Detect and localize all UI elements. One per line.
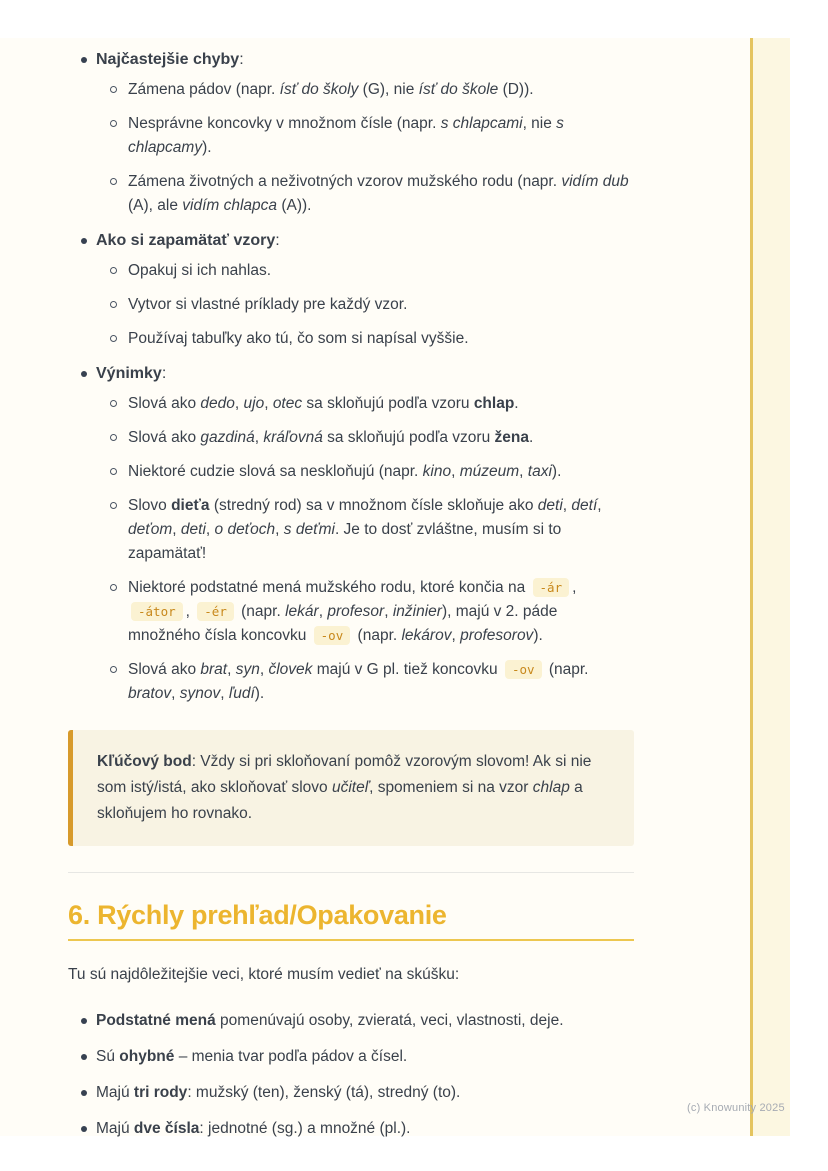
outline-item (68, 362, 634, 706)
summary-list (68, 1009, 634, 1141)
italic-text: deti (537, 497, 563, 514)
outline-subitem (68, 78, 634, 102)
text-segment: (napr. (544, 661, 589, 678)
italic-text: kráľovná (263, 429, 323, 446)
bullet-icon (81, 371, 87, 377)
outline-item-title (68, 48, 634, 72)
bullet-icon (81, 57, 87, 63)
summary-item (68, 1045, 634, 1069)
text-segment: Majú (96, 1120, 134, 1137)
text-segment: : jednotné (sg.) a množné (pl.). (199, 1120, 411, 1137)
italic-text: vidím dub (561, 173, 629, 190)
italic-text: kino (422, 463, 452, 480)
italic-text: človek (268, 661, 313, 678)
text-segment: majú v G pl. tiež koncovku (312, 661, 502, 678)
italic-text: deťom (128, 521, 173, 538)
text-segment: ). (254, 685, 265, 702)
summary-item-text (96, 1012, 564, 1029)
text-segment: , (171, 685, 180, 702)
text-segment: (napr. (353, 627, 402, 644)
italic-text: syn (235, 661, 260, 678)
outline-subitem (68, 327, 634, 351)
text-segment: , (562, 497, 572, 514)
circle-bullet-icon (110, 120, 117, 127)
code-chip: -ov (505, 660, 542, 679)
outline-item-title-text (96, 51, 244, 68)
italic-text: o deťoch (214, 521, 276, 538)
text-segment: (D)). (498, 81, 534, 98)
text-segment: Zámena pádov (napr. (128, 81, 280, 98)
italic-text: gazdiná (200, 429, 255, 446)
italic-text: chlap (532, 779, 570, 796)
bullet-icon (81, 1126, 87, 1132)
bold-text: Výnimky (96, 365, 162, 382)
outline-subitem-text (128, 115, 564, 156)
text-segment: Nesprávne koncovky v množnom čísle (napr. (128, 115, 441, 132)
italic-text: ísť do škole (418, 81, 499, 98)
text-segment: ). (202, 139, 212, 156)
outline-subitem-text (128, 173, 629, 214)
text-segment: , (275, 521, 284, 538)
outline-item (68, 48, 634, 218)
key-point-text (97, 749, 610, 827)
text-segment: , (451, 463, 460, 480)
bold-text: Najčastejšie chyby (96, 51, 240, 68)
text-segment: Používaj tabuľky ako tú, čo som si napísal vyššie. (128, 330, 469, 347)
text-segment: , (519, 463, 528, 480)
italic-text: dedo (200, 395, 235, 412)
text-segment: ), majú v 2. páde množného čísla koncovku (128, 603, 558, 644)
italic-text: lekár (285, 603, 319, 620)
circle-bullet-icon (110, 584, 117, 591)
outline-subitem (68, 494, 634, 566)
bold-text: Podstatné mená (96, 1012, 216, 1029)
text-segment: , (259, 661, 269, 678)
summary-item (68, 1117, 634, 1141)
italic-text: taxi (527, 463, 552, 480)
key-point-callout (68, 730, 634, 846)
circle-bullet-icon (110, 468, 117, 475)
code-chip: -átor (131, 602, 183, 621)
summary-item-text (96, 1048, 407, 1065)
outline-subitem (68, 170, 634, 218)
text-segment: pomenúvajú osoby, zvieratá, veci, vlastnosti, deje. (215, 1012, 564, 1029)
text-segment: Slová ako (128, 429, 201, 446)
text-segment: , spomeniem si na vzor (369, 779, 533, 796)
text-segment: , (172, 521, 181, 538)
text-segment: : (161, 365, 167, 382)
text-segment: a skloňujem ho rovnako. (97, 779, 583, 822)
outline-subitem-text (128, 429, 533, 446)
italic-text: s chlapcami (440, 115, 523, 132)
text-segment: : (239, 51, 244, 68)
outline-list (68, 48, 634, 706)
italic-text: lekárov (401, 627, 452, 644)
text-segment: , (597, 497, 602, 514)
code-chip: -ár (533, 578, 570, 597)
outline-subitem (68, 259, 634, 283)
text-segment: : (275, 232, 280, 249)
outline-subitem-text (128, 497, 602, 562)
italic-text: inžinier (392, 603, 442, 620)
circle-bullet-icon (110, 666, 117, 673)
text-segment: , (185, 603, 195, 620)
text-segment: : Vždy si pri skloňovaní pomôž vzorovým slovom! Ak si nie som istý/istá, ako skloňovať slovo (97, 753, 592, 796)
italic-text: otec (272, 395, 303, 412)
text-segment: . Je to dosť zvláštne, musím si to zapamätať! (128, 521, 562, 562)
italic-text: múzeum (459, 463, 520, 480)
outline-subitem-text (128, 81, 534, 98)
circle-bullet-icon (110, 301, 117, 308)
outline-subitem-text (128, 296, 407, 313)
italic-text: učiteľ (331, 779, 370, 796)
section-heading: 6. Rýchly prehľad/Opakovanie (68, 903, 634, 941)
code-chip: -ér (197, 602, 234, 621)
document-page (0, 38, 790, 1136)
text-segment: Sú (96, 1048, 120, 1065)
outline-subitem-text (128, 330, 469, 347)
outline-item-title (68, 362, 634, 386)
italic-text: bratov (128, 685, 172, 702)
text-segment: Slová ako (128, 661, 201, 678)
bold-text: dve čísla (133, 1120, 200, 1137)
outline-item-title-text (96, 365, 166, 382)
outline-subitem-text (128, 262, 271, 279)
circle-bullet-icon (110, 434, 117, 441)
bold-text: dieťa (171, 497, 210, 514)
bold-text: ohybné (119, 1048, 175, 1065)
page-edge-band (750, 38, 790, 1136)
outline-subitem (68, 293, 634, 317)
text-segment: , (572, 579, 577, 596)
text-segment: , (227, 661, 236, 678)
outline-subitem (68, 112, 634, 160)
bold-text: tri rody (133, 1084, 188, 1101)
italic-text: synov (179, 685, 221, 702)
outline-subitem (68, 658, 634, 706)
bullet-icon (81, 238, 87, 244)
text-segment: Majú (96, 1084, 134, 1101)
text-segment: , (234, 395, 244, 412)
summary-item-text (96, 1120, 410, 1137)
text-segment: sa skloňujú podľa vzoru (302, 395, 474, 412)
code-chip: -ov (314, 626, 351, 645)
text-segment: Niektoré cudzie slová sa neskloňujú (napr. (128, 463, 423, 480)
circle-bullet-icon (110, 86, 117, 93)
page-content (68, 48, 634, 1153)
outline-subitem (68, 392, 634, 416)
text-segment: , (220, 685, 229, 702)
intro-paragraph: Tu sú najdôležitejšie veci, ktoré musím vedieť na skúšku: (68, 966, 460, 983)
outline-item-title-text (96, 232, 280, 249)
circle-bullet-icon (110, 267, 117, 274)
bullet-icon (81, 1090, 87, 1096)
text-segment: ). (533, 627, 543, 644)
text-segment: sa skloňujú podľa vzoru (322, 429, 495, 446)
text-segment: Niektoré podstatné mená mužského rodu, ktoré končia na (128, 579, 530, 596)
text-segment: Slová ako (128, 395, 201, 412)
text-segment: . (514, 395, 519, 412)
italic-text: brat (200, 661, 228, 678)
italic-text: profesor (327, 603, 385, 620)
text-segment: . (528, 429, 534, 446)
italic-text: s deťmi (283, 521, 335, 538)
italic-text: profesorov (460, 627, 534, 644)
text-segment: ). (551, 463, 562, 480)
text-segment: , (205, 521, 215, 538)
text-segment: , (318, 603, 328, 620)
outline-subitem (68, 426, 634, 450)
bullet-icon (81, 1054, 87, 1060)
italic-text: detí (571, 497, 598, 514)
outline-subitem-text (128, 661, 588, 702)
summary-item-text (96, 1084, 460, 1101)
text-segment: , (451, 627, 461, 644)
text-segment: (G), nie (358, 81, 419, 98)
text-segment: , (264, 395, 273, 412)
italic-text: s chlapcamy (128, 115, 564, 156)
outline-item (68, 229, 634, 351)
text-segment: Vytvor si vlastné príklady pre každý vzor. (128, 296, 408, 313)
text-segment: , (254, 429, 264, 446)
italic-text: vidím chlapca (182, 197, 278, 214)
outline-subitem-text (128, 579, 576, 644)
circle-bullet-icon (110, 400, 117, 407)
outline-item-title (68, 229, 634, 253)
bold-text: žena (494, 429, 529, 446)
circle-bullet-icon (110, 335, 117, 342)
bold-text: chlap (473, 395, 515, 412)
watermark: (c) Knowunity 2025 (687, 1102, 785, 1114)
italic-text: deti (180, 521, 206, 538)
text-segment: (A), ale (128, 197, 183, 214)
outline-subitem-text (128, 395, 519, 412)
outline-subitem-text (128, 463, 561, 480)
circle-bullet-icon (110, 178, 117, 185)
bold-text: Ako si zapamätať vzory (96, 232, 276, 249)
outline-subitem (68, 576, 634, 648)
text-segment: , nie (522, 115, 557, 132)
text-segment: , (384, 603, 393, 620)
section-divider (68, 872, 634, 873)
italic-text: ľudí (228, 685, 255, 702)
italic-text: ujo (243, 395, 265, 412)
summary-item (68, 1009, 634, 1033)
text-segment: – menia tvar podľa pádov a čísel. (174, 1048, 408, 1065)
italic-text: ísť do školy (279, 81, 359, 98)
text-segment: Opakuj si ich nahlas. (128, 262, 272, 279)
bold-text: Kľúčový bod (97, 753, 192, 770)
text-segment: : mužský (ten), ženský (tá), stredný (to). (187, 1084, 461, 1101)
text-segment: Zámena životných a neživotných vzorov mužského rodu (napr. (128, 173, 562, 190)
summary-item (68, 1081, 634, 1105)
text-segment: (napr. (236, 603, 286, 620)
bullet-icon (81, 1018, 87, 1024)
circle-bullet-icon (110, 502, 117, 509)
text-segment: (stredný rod) sa v množnom čísle skloňuje ako (209, 497, 538, 514)
outline-subitem (68, 460, 634, 484)
text-segment: (A)). (277, 197, 312, 214)
text-segment: Slovo (128, 497, 172, 514)
